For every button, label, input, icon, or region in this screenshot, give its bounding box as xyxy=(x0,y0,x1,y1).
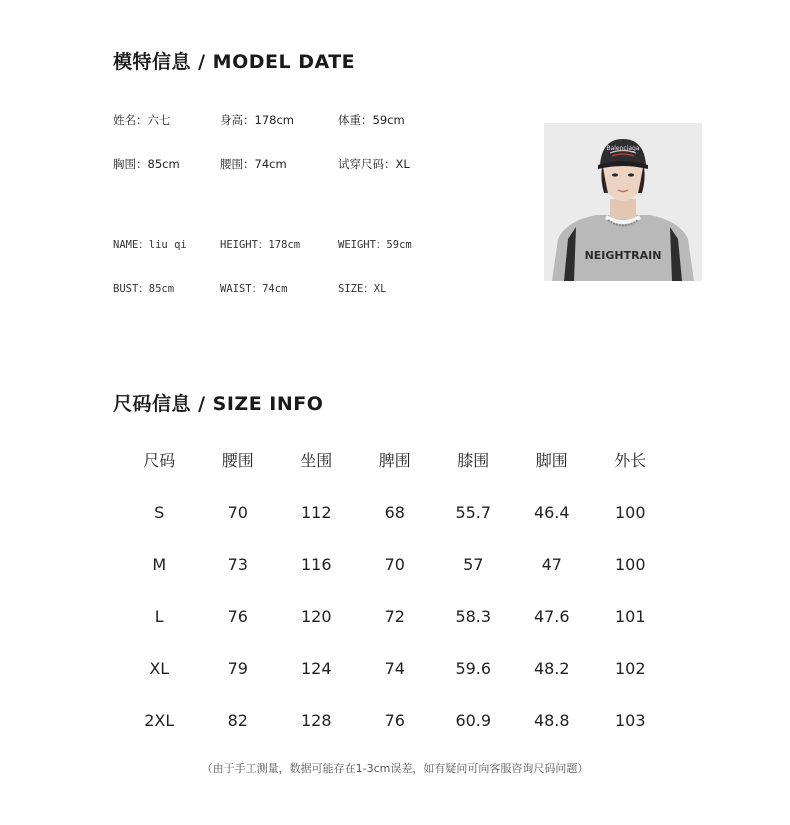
table-cell: 112 xyxy=(300,502,332,522)
table-cell: 46.4 xyxy=(533,502,570,522)
cap-logo: Balenciaga xyxy=(606,145,640,152)
model-bust-en: BUST：85cm xyxy=(113,283,175,295)
table-cell: M xyxy=(152,554,167,574)
measurement-note: （由于手工测量，数据可能存在1-3cm误差，如有疑问可向客服咨询尺码问题） xyxy=(201,762,589,775)
table-cell: 120 xyxy=(300,606,332,626)
model-height-en: HEIGHT：178cm xyxy=(220,239,301,251)
table-cell: S xyxy=(154,502,165,522)
shirt-logo: NEIGHTRAIN xyxy=(584,249,662,262)
table-cell: 73 xyxy=(227,554,248,574)
table-cell: 100 xyxy=(614,502,646,522)
table-cell: 55.7 xyxy=(455,502,492,522)
table-cell: 79 xyxy=(227,658,248,678)
table-cell: 58.3 xyxy=(455,606,492,626)
table-cell: 72 xyxy=(384,606,405,626)
model-photo xyxy=(544,123,702,281)
table-cell: 48.8 xyxy=(533,710,570,730)
table-cell: 100 xyxy=(614,554,646,574)
table-cell: 57 xyxy=(463,554,484,574)
model-name-cn: 姓名：六七 xyxy=(113,113,171,127)
table-cell: 116 xyxy=(300,554,332,574)
table-cell: XL xyxy=(149,658,170,678)
table-cell: 47 xyxy=(541,554,562,574)
table-cell: 47.6 xyxy=(533,606,570,626)
model-waist-en: WAIST：74cm xyxy=(220,283,288,295)
header-cell: 脚围 xyxy=(535,450,568,470)
table-cell: 2XL xyxy=(144,710,175,730)
table-row xyxy=(120,694,670,746)
table-cell: 74 xyxy=(384,658,405,678)
header-cell: 腰围 xyxy=(221,450,254,470)
table-cell: 101 xyxy=(614,606,646,626)
table-row xyxy=(120,642,670,694)
model-bust-cn: 胸围：85cm xyxy=(113,157,180,171)
header-cell: 膝围 xyxy=(457,450,490,470)
header-cell: 外长 xyxy=(614,450,647,470)
size-table-header xyxy=(120,432,670,486)
table-cell: 82 xyxy=(227,710,248,730)
table-cell: 102 xyxy=(614,658,646,678)
table-cell: 76 xyxy=(384,710,405,730)
table-row xyxy=(120,538,670,590)
table-cell: 68 xyxy=(384,502,405,522)
header-cell: 脾围 xyxy=(378,450,411,470)
table-row xyxy=(120,486,670,538)
size-table xyxy=(120,432,670,746)
model-name-en: NAME：liu qi xyxy=(113,239,187,251)
model-weight-en: WEIGHT：59cm xyxy=(338,239,412,251)
header-cell: 坐围 xyxy=(300,450,333,470)
model-waist-cn: 腰围：74cm xyxy=(220,157,287,171)
table-cell: 70 xyxy=(384,554,405,574)
model-size-cn: 试穿尺码：XL xyxy=(338,157,410,171)
model-height-cn: 身高：178cm xyxy=(220,113,294,127)
model-weight-cn: 体重：59cm xyxy=(338,113,405,127)
table-cell: 70 xyxy=(227,502,248,522)
table-cell: L xyxy=(154,606,164,626)
table-cell: 124 xyxy=(300,658,332,678)
model-illustration xyxy=(544,123,702,281)
table-cell: 59.6 xyxy=(455,658,492,678)
table-cell: 60.9 xyxy=(455,710,492,730)
size-info-title: 尺码信息 / SIZE INFO xyxy=(113,393,324,415)
table-cell: 128 xyxy=(300,710,332,730)
model-info-title: 模特信息 / MODEL DATE xyxy=(113,51,356,73)
table-row xyxy=(120,590,670,642)
table-cell: 76 xyxy=(227,606,248,626)
table-cell: 48.2 xyxy=(533,658,570,678)
model-size-en: SIZE：XL xyxy=(338,283,387,295)
table-cell: 103 xyxy=(614,710,646,730)
header-cell: 尺码 xyxy=(143,450,176,470)
